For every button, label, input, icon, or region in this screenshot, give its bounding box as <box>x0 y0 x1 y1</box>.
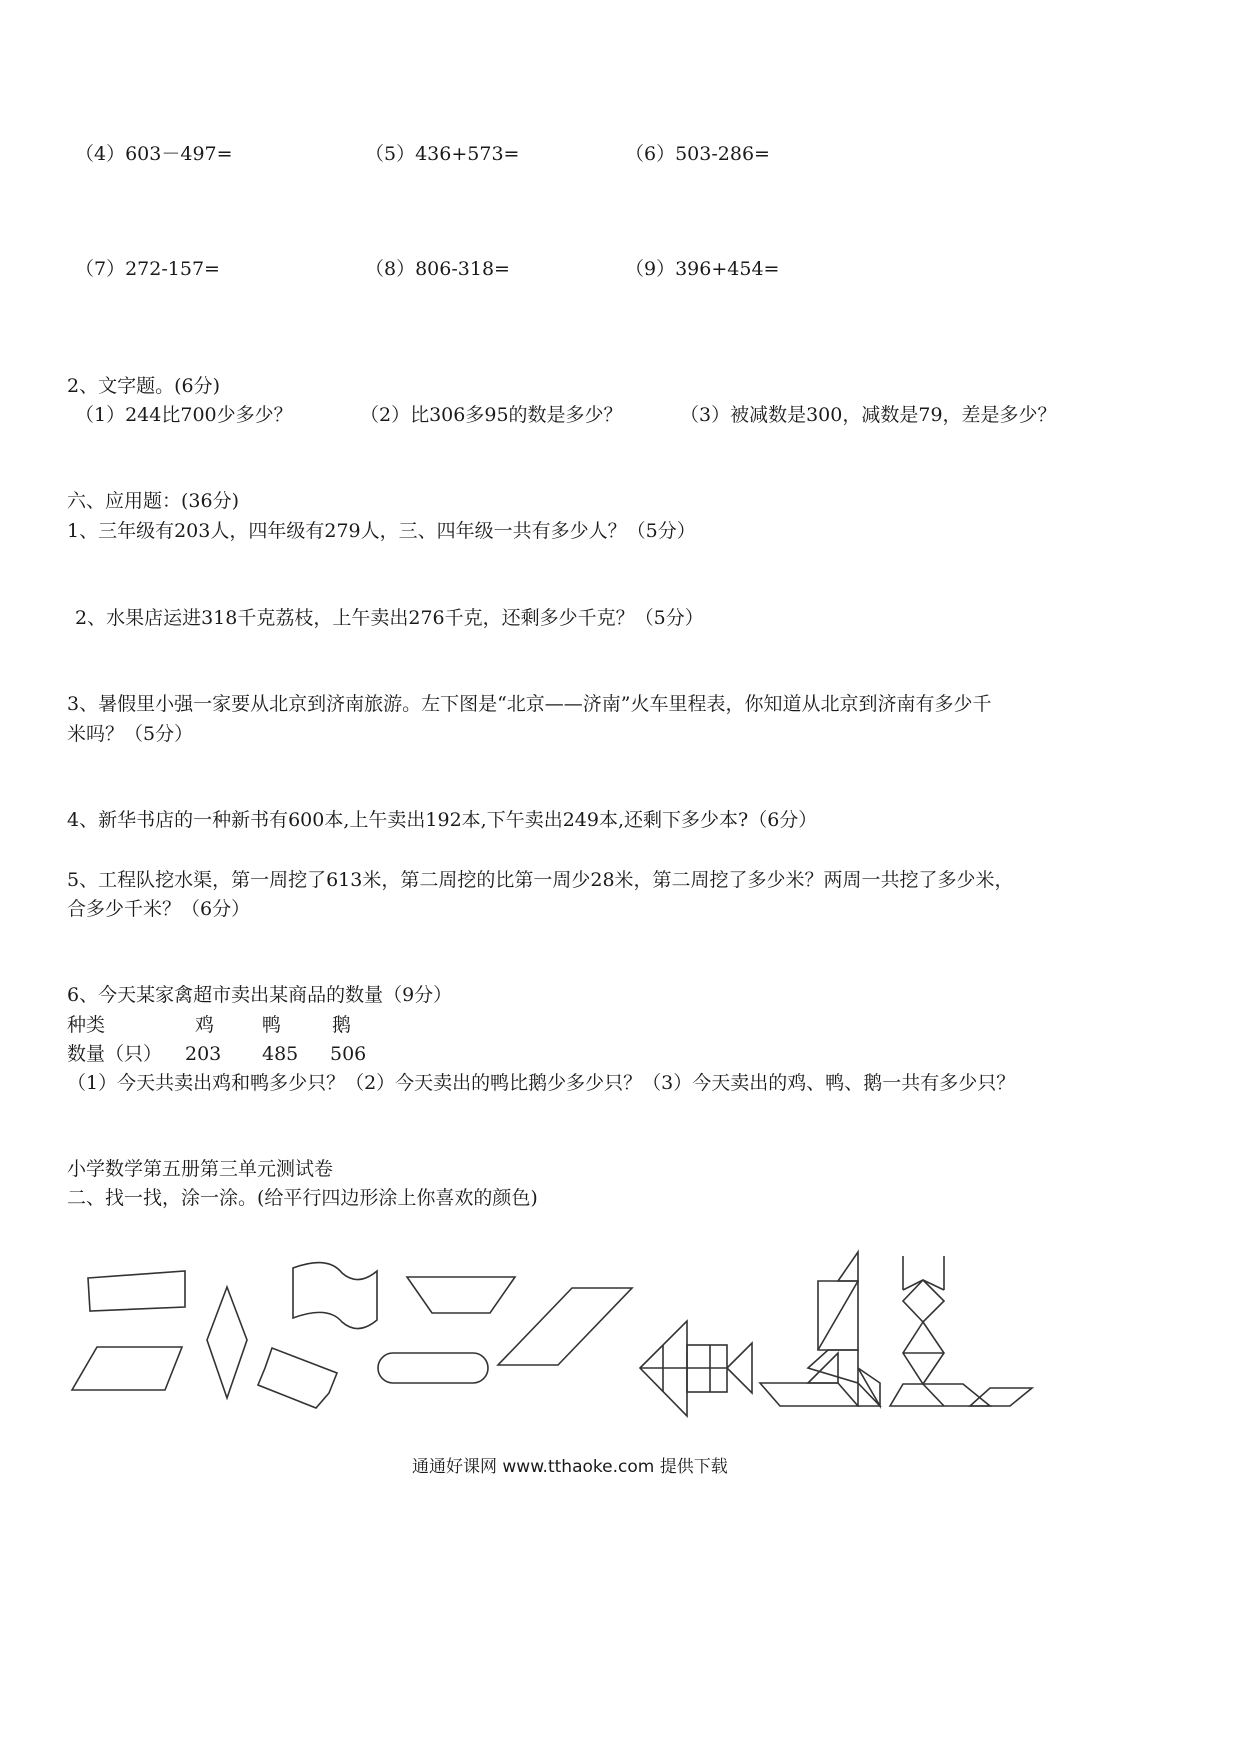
calc-item-6: （6）503-286= <box>625 143 770 165</box>
applied-q5-line1: 5、工程队挖水渠，第一周挖了613米，第二周挖的比第一周少28米，第二周挖了多少米？两周一共挖了多少米， <box>67 869 1014 891</box>
rhombus-shape <box>207 1287 247 1398</box>
applied-q4: 4、新华书店的一种新书有600本,上午卖出192本,下午卖出249本,还剩下多少本?（6分） <box>67 809 818 831</box>
applied-q2: 2、水果店运进318千克荔枝，上午卖出276千克，还剩多少千克？（5分） <box>75 607 704 629</box>
tangram-sitting-figure-shape <box>760 1252 880 1406</box>
table-kind-goose: 鹅 <box>332 1014 352 1036</box>
tangram-fish-shape <box>640 1321 752 1416</box>
trapezoid-shape <box>407 1277 515 1313</box>
calc-item-4: （4）603－497= <box>75 143 233 165</box>
calc-item-5: （5）436+573= <box>365 143 520 165</box>
rounded-rectangle-shape <box>378 1353 488 1383</box>
applied-q6-subquestions: （1）今天共卖出鸡和鸭多少只？（2）今天卖出的鸭比鹅少多少只？（3）今天卖出的鸡、鸭、鹅一共有多少只？ <box>67 1072 1016 1094</box>
table-row-label-kind: 种类 <box>67 1014 106 1036</box>
rotated-rectangle-shape <box>258 1348 337 1408</box>
applied-q3-line1: 3、暑假里小强一家要从北京到济南旅游。左下图是“北京——济南”火车里程表，你知道从北京到济南有多少千 <box>67 693 992 715</box>
table-row-label-count: 数量（只） <box>67 1043 163 1065</box>
tangram-dancer-shape <box>890 1256 1032 1406</box>
footer-text: 通通好课网 www.tthaoke.com 提供下载 <box>412 1457 728 1477</box>
calc-item-9: （9）396+454= <box>625 258 780 280</box>
unit-test-title: 小学数学第五册第三单元测试卷 <box>67 1158 334 1180</box>
wavy-flag-shape <box>293 1263 377 1329</box>
applied-q5-line2: 合多少千米？（6分） <box>67 898 251 920</box>
unit-test-section: 二、找一找，涂一涂。(给平行四边形涂上你喜欢的颜色) <box>67 1187 538 1209</box>
calc-item-7: （7）272-157= <box>75 258 220 280</box>
text-problems-heading: 2、文字题。(6分) <box>67 375 221 397</box>
applied-q3-line2: 米吗？（5分） <box>67 723 194 745</box>
table-kind-chicken: 鸡 <box>195 1014 215 1036</box>
calc-item-8: （8）806-318= <box>365 258 510 280</box>
text-problem-3: （3）被减数是300，减数是79，差是多少？ <box>680 404 1057 426</box>
applied-heading: 六、应用题：(36分) <box>67 490 240 512</box>
large-parallelogram-shape <box>498 1288 632 1365</box>
text-problem-1: （1）244比700少多少？ <box>75 404 293 426</box>
text-problem-2: （2）比306多95的数是多少？ <box>360 404 623 426</box>
table-count-chicken: 203 <box>185 1043 222 1065</box>
applied-q6-heading: 6、今天某家禽超市卖出某商品的数量（9分） <box>67 984 453 1006</box>
table-kind-duck: 鸭 <box>262 1014 282 1036</box>
parallelogram-shape <box>72 1347 182 1390</box>
applied-q1: 1、三年级有203人，四年级有279人，三、四年级一共有多少人？（5分） <box>67 520 696 542</box>
quadrilateral-shape <box>88 1271 185 1311</box>
table-count-goose: 506 <box>330 1043 367 1065</box>
table-count-duck: 485 <box>262 1043 299 1065</box>
